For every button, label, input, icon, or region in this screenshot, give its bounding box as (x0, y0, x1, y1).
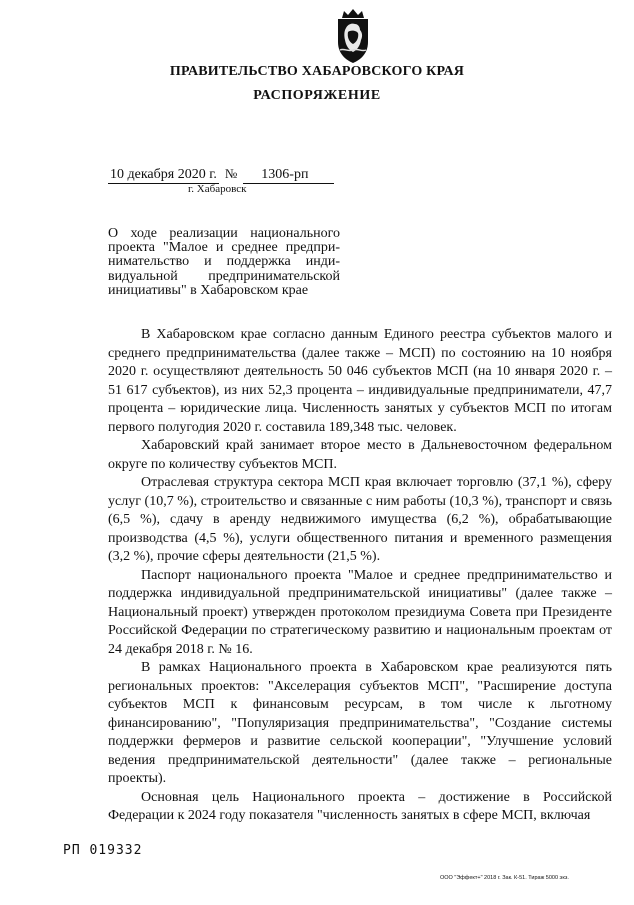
government-title: ПРАВИТЕЛЬСТВО ХАБАРОВСКОГО КРАЯ (169, 64, 465, 79)
subject-line: О ходе реализации национального (108, 226, 340, 241)
document-type: РАСПОРЯЖЕНИЕ (253, 88, 381, 103)
body-paragraph: Хабаровский край занимает второе место в Дальневосточном федеральном округе по количеству субъектов МСП. (108, 438, 612, 472)
coat-of-arms-icon (330, 6, 376, 64)
document-body (108, 326, 612, 826)
document-date: 10 декабря 2020 г. (110, 167, 217, 182)
body-paragraph: Паспорт национального проекта "Малое и среднее предпринимательство и поддержка индивидуальной предпринимательской инициативы" (далее также – Национальный проект) утвержден протоколом президиума Совета при Президенте Российской Федерации по стратегическому развитию и национальным проектам от 24 декабря 2018 г. № 16. (108, 567, 612, 657)
print-imprint: ООО "Эффект+" 2018 г. Зак. К-51. Тираж 5000 экз. (440, 875, 569, 881)
number-sign: № (224, 166, 238, 181)
date-number-line (108, 166, 334, 184)
form-code: РП 019332 (63, 843, 143, 858)
city-label: г. Хабаровск (188, 183, 247, 195)
subject-line: проекта "Малое и среднее предпри- (108, 240, 340, 256)
document-number: 1306-рп (243, 167, 334, 184)
body-paragraph: В Хабаровском крае согласно данным Единого реестра субъектов малого и среднего предпринимательства (далее также – МСП) по состоянию на 10 ноября 2020 г. осуществляют деятельность 50 046 субъектов МСП (на 10 января 2020 г. – 51 617 субъектов), из них 52,3 процента – индивидуальные предприниматели, 47,7 процента – юридические лица. Численность занятых у субъектов МСП по итогам первого полугодия 2020 г. составила 189,348 тыс. человек. (108, 327, 612, 435)
document-subject (108, 227, 340, 298)
body-paragraph: В рамках Национального проекта в Хабаровском крае реализуются пять региональных проектов: "Акселерация субъектов МСП", "Расширение доступа субъектов МСП к финансовым ресурсам, в том числе к льготному финансированию", "Популяризация предпринимательства", "Создание системы поддержки фермеров и развитие сельской кооперации", "Улучшение условий ведения предпринимательской деятельности" (далее также – региональные проекты). (108, 660, 612, 786)
subject-line: видуальной предпринимательской (108, 268, 340, 284)
subject-line: нимательство и поддержка инди- (108, 254, 340, 270)
subject-line: инициативы" в Хабаровском крае (108, 282, 309, 298)
body-paragraph: Основная цель Национального проекта – достижение в Российской Федерации к 2024 году показателя "численность занятых в сфере МСП, включая (108, 789, 612, 823)
body-paragraph: Отраслевая структура сектора МСП края включает торговлю (37,1 %), сферу услуг (10,7 %), строительство и связанные с ним работы (10,3 %), транспорт и связь (6,5 %), сдачу в аренду недвижимого имущества (6,2 %), обрабатывающие производства (4,5 %), услуги общественного питания и временного размещения (3,2 %), прочие сферы деятельности (21,5 %). (108, 475, 612, 564)
